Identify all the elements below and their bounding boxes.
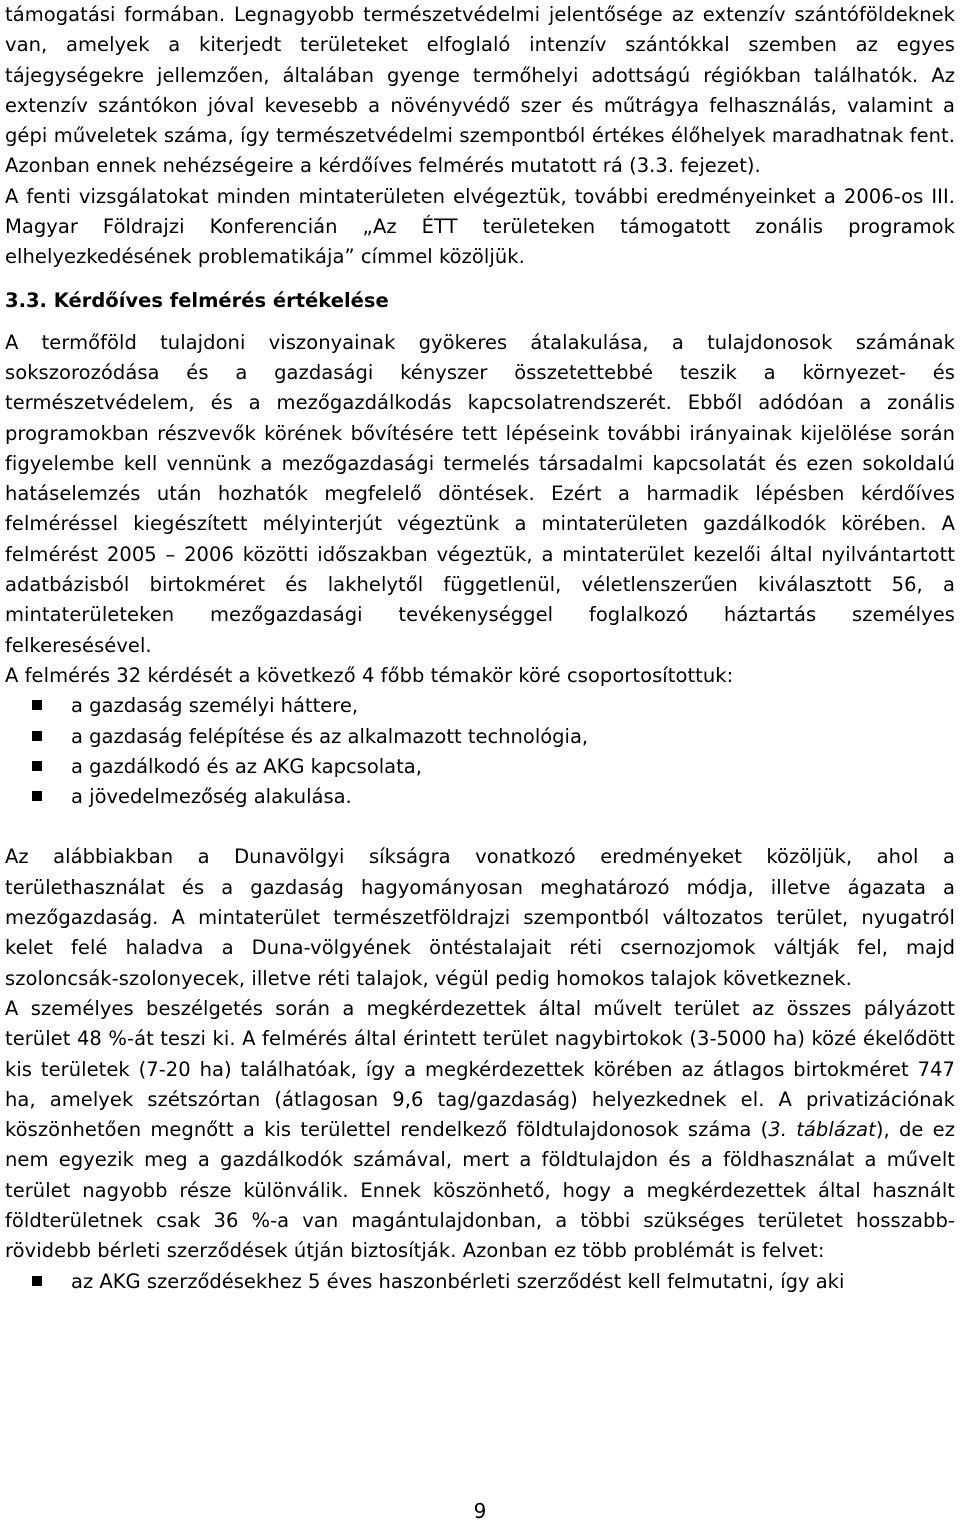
list-item-text: az AKG szerződésekhez 5 éves haszonbérleti szerződést kell felmutatni, így aki (71, 1269, 845, 1293)
list-item (5, 691, 955, 721)
paragraph-spacer (5, 812, 955, 842)
body-paragraph: Az alábbiakban a Dunavölgyi síkságra vonatkozó eredményeket közöljük, ahol a területhasználat és a gazdaság hagyományosan meghatározó módja, illetve ágazata a mezőgazdaság. A mintaterület természetföldrajzi szempontból változatos terület, nyugatról kelet felé haladva a Duna-völgyének öntéstalajait réti csernozjomok váltják fel, majd szoloncsák-szolonyecek, illetve réti talajok, végül pedig homokos talajok következnek. (5, 845, 955, 990)
paragraph-text: ), de ez nem egyezik meg a gazdálkodók számával, mert a földtulajdon és a földhasználat a művelt terület nagyobb része különválik. Ennek köszönhető, hogy a megkérdezettek által használt földterületnek csak 36 %-a van magántulajdonban, a többi szükséges területet hosszabb-rövidebb bérleti szerződések útján biztosítják. Azonban ez több problémát is felvet: (5, 1118, 955, 1263)
square-bullet-icon (32, 731, 42, 741)
paragraph-text: A személyes beszélgetés során a megkérdezettek által művelt terület az összes pályázott terület 48 %-át teszi ki. A felmérés által érintett terület nagybirtokok (3-5000 ha) közé ékelődött kis területek (7-20 ha) találhatóak, így a megkérdezettek körében az átlagos birtokméret 747 ha, amelyek szétszórtan (átlagosan 9,6 tag/gazdaság) helyezkednek el. A privatizációnak köszönhetően megnőtt a kis területtel rendelkező földtulajdonosok száma ( (5, 996, 955, 1142)
square-bullet-icon (32, 791, 42, 801)
problem-list (5, 1267, 955, 1297)
list-item (5, 752, 955, 782)
square-bullet-icon (32, 761, 42, 771)
page-number: 9 (473, 1499, 487, 1523)
list-item-text: a gazdálkodó és az AKG kapcsolata, (71, 754, 422, 778)
body-paragraph: A felmérés 32 kérdését a következő 4 főbb témakör köré csoportosítottuk: (5, 663, 734, 687)
list-item-text: a gazdaság személyi háttere, (71, 694, 359, 718)
list-item (5, 782, 955, 812)
list-item (5, 722, 955, 752)
list-item-text: a jövedelmezőség alakulása. (71, 785, 352, 809)
list-item (5, 1267, 955, 1297)
list-item-text: a gazdaság felépítése és az alkalmazott technológia, (71, 724, 589, 748)
square-bullet-icon (32, 1276, 42, 1286)
square-bullet-icon (32, 700, 42, 710)
document-page (5, 0, 955, 1297)
section-heading: 3.3. Kérdőíves felmérés értékelése (5, 288, 389, 312)
table-reference: 3. táblázat (768, 1118, 876, 1142)
body-paragraph: támogatási formában. Legnagyobb természetvédelmi jelentősége az extenzív szántóföldeknek van, amelyek a kiterjedt területeket elfoglaló intenzív szántókkal szemben az egyes tájegységekre jellemzően, általában gyenge termőhelyi adottságú régiókban találhatók. Az extenzív szántókon jóval kevesebb a növényvédő szer és műtrágya felhasználás, valamint a gépi műveletek száma, így természetvédelmi szempontból értékes élőhelyek maradhatnak fent. Azonban ennek nehézségeire a kérdőíves felmérés mutatott rá (3.3. fejezet). (5, 3, 955, 178)
body-paragraph (5, 994, 955, 1267)
body-paragraph: A fenti vizsgálatokat minden mintaterületen elvégeztük, további eredményeinket a 2006-os III. Magyar Földrajzi Konferencián „Az ÉTT területeken támogatott zonális programok elhelyezkedésének problematikája” címmel közöljük. (5, 184, 955, 269)
topic-list (5, 691, 955, 812)
body-paragraph: A termőföld tulajdoni viszonyainak gyökeres átalakulása, a tulajdonosok számának sokszorozódása és a gazdasági kényszer összetettebbé teszik a környezet- és természetvédelem, és a mezőgazdálkodás kapcsolatrendszerét. Ebből adódóan a zonális programokban részvevők körének bővítésére tett lépéseink további irányainak kijelölése során figyelembe kell vennünk a mezőgazdasági termelés társadalmi kapcsolatát és ezen sokoldalú hatáselemzés után hozhatók megfelelő döntések. Ezért a harmadik lépésben kérdőíves felméréssel kiegészített mélyinterjút végeztünk a mintaterületen gazdálkodók körében. A felmérést 2005 – 2006 közötti időszakban végeztük, a mintaterület kezelői által nyilvántartott adatbázisból birtokméret és lakhelytől függetlenül, véletlenszerűen kiválasztott 56, a mintaterületeken mezőgazdasági tevékenységgel foglalkozó háztartás személyes felkeresésével. (5, 330, 955, 657)
